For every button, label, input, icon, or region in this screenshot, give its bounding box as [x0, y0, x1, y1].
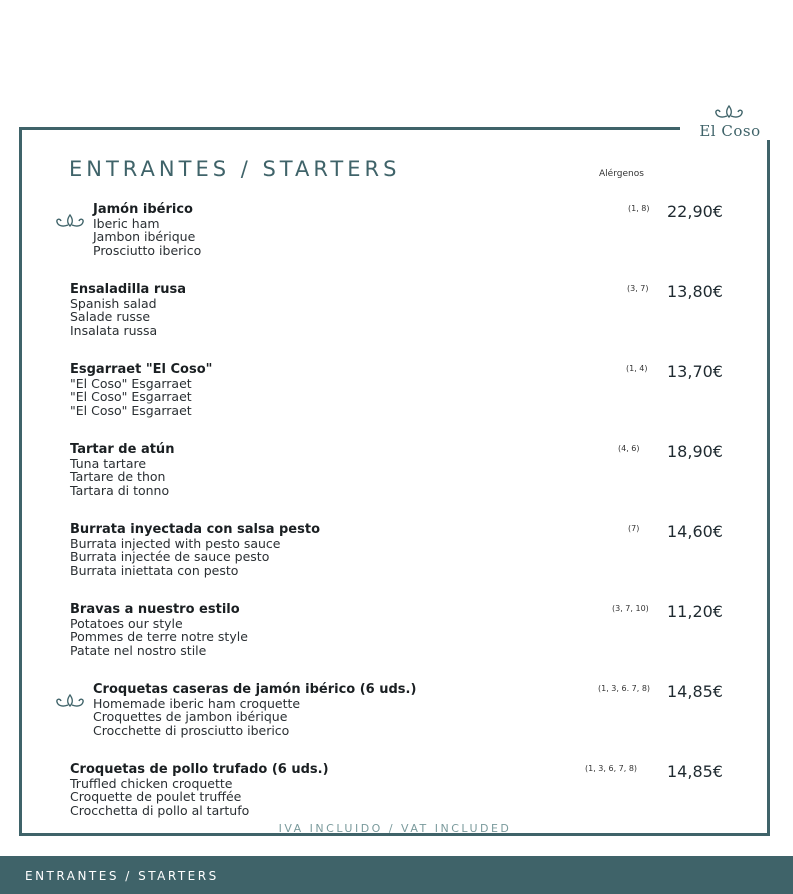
allergen-codes: (3, 7): [627, 284, 649, 293]
allergens-header: Alérgenos: [599, 169, 644, 179]
dish-name: Tartar de atún: [70, 442, 175, 457]
allergen-codes: (1, 3, 6, 7, 8): [585, 764, 638, 773]
allergen-codes: (1, 8): [628, 204, 650, 213]
dish-name-it: Crocchetta di pollo al tartufo: [70, 802, 250, 818]
menu-item: [93, 203, 693, 257]
allergen-codes: (1, 3, 6. 7, 8): [598, 684, 651, 693]
menu-item: [70, 763, 670, 817]
footer-label: ENTRANTES / STARTERS: [25, 869, 219, 883]
price: 22,90€: [667, 202, 723, 221]
dish-name-it: Prosciutto iberico: [93, 242, 202, 258]
dish-name-it: "El Coso" Esgarraet: [70, 402, 192, 418]
dish-name: Esgarraet "El Coso": [70, 362, 213, 377]
el-coso-logo: [684, 104, 774, 146]
price: 14,85€: [667, 682, 723, 701]
dish-name-fr: Pommes de terre notre style: [70, 629, 248, 645]
menu-item: [70, 523, 670, 577]
featured-ornament-icon: [53, 213, 87, 231]
allergen-codes: (7): [628, 524, 640, 533]
menu-item: [70, 443, 670, 497]
dish-name-it: Patate nel nostro stile: [70, 642, 207, 658]
dish-name: Jamón ibérico: [93, 202, 193, 217]
dish-name-it: Crocchette di prosciutto iberico: [93, 722, 290, 738]
price: 11,20€: [667, 602, 723, 621]
ornament-icon: [712, 104, 746, 122]
allergen-codes: (3, 7, 10): [612, 604, 649, 613]
dish-name-fr: Tartare de thon: [70, 469, 166, 485]
dish-name: Ensaladilla rusa: [70, 282, 187, 297]
dish-name-en: Potatoes our style: [70, 616, 183, 631]
vat-note: IVA INCLUIDO / VAT INCLUDED: [278, 822, 512, 835]
dish-name: Croquetas de pollo trufado (6 uds.): [70, 762, 329, 777]
dish-name-fr: Croquettes de jambon ibérique: [93, 709, 288, 725]
dish-name-it: Burrata iniettata con pesto: [70, 562, 239, 578]
footer-bar: [0, 856, 793, 894]
dish-name: Bravas a nuestro estilo: [70, 602, 240, 617]
dish-name-fr: Salade russe: [70, 309, 151, 325]
price: 13,80€: [667, 282, 723, 301]
dish-name: Burrata inyectada con salsa pesto: [70, 522, 320, 537]
dish-name-it: Insalata russa: [70, 322, 158, 338]
dish-name-fr: "El Coso" Esgarraet: [70, 389, 192, 405]
dish-name-en: Spanish salad: [70, 296, 157, 311]
dish-name-en: Tuna tartare: [70, 456, 147, 471]
menu-item: [70, 603, 670, 657]
dish-name-it: Tartara di tonno: [70, 482, 170, 498]
dish-name-en: Homemade iberic ham croquette: [93, 696, 301, 711]
dish-name-fr: Croquette de poulet truffée: [70, 789, 242, 805]
price: 13,70€: [667, 362, 723, 381]
dish-name: Croquetas caseras de jamón ibérico (6 uds.): [93, 682, 417, 697]
dish-name-fr: Jambon ibérique: [93, 229, 196, 245]
price: 18,90€: [667, 442, 723, 461]
price: 14,85€: [667, 762, 723, 781]
featured-ornament-icon: [53, 693, 87, 711]
section-title: ENTRANTES / STARTERS: [69, 157, 401, 181]
dish-name-en: Iberic ham: [93, 216, 160, 231]
price: 14,60€: [667, 522, 723, 541]
allergen-codes: (4, 6): [618, 444, 640, 453]
dish-name-en: "El Coso" Esgarraet: [70, 376, 192, 391]
menu-item: [70, 363, 670, 417]
dish-name-en: Truffled chicken croquette: [70, 776, 233, 791]
allergen-codes: (1, 4): [626, 364, 648, 373]
menu-item: [70, 283, 670, 337]
logo-wordmark: El Coso: [699, 122, 761, 140]
dish-name-fr: Burrata injectée de sauce pesto: [70, 549, 270, 565]
dish-name-en: Burrata injected with pesto sauce: [70, 536, 281, 551]
